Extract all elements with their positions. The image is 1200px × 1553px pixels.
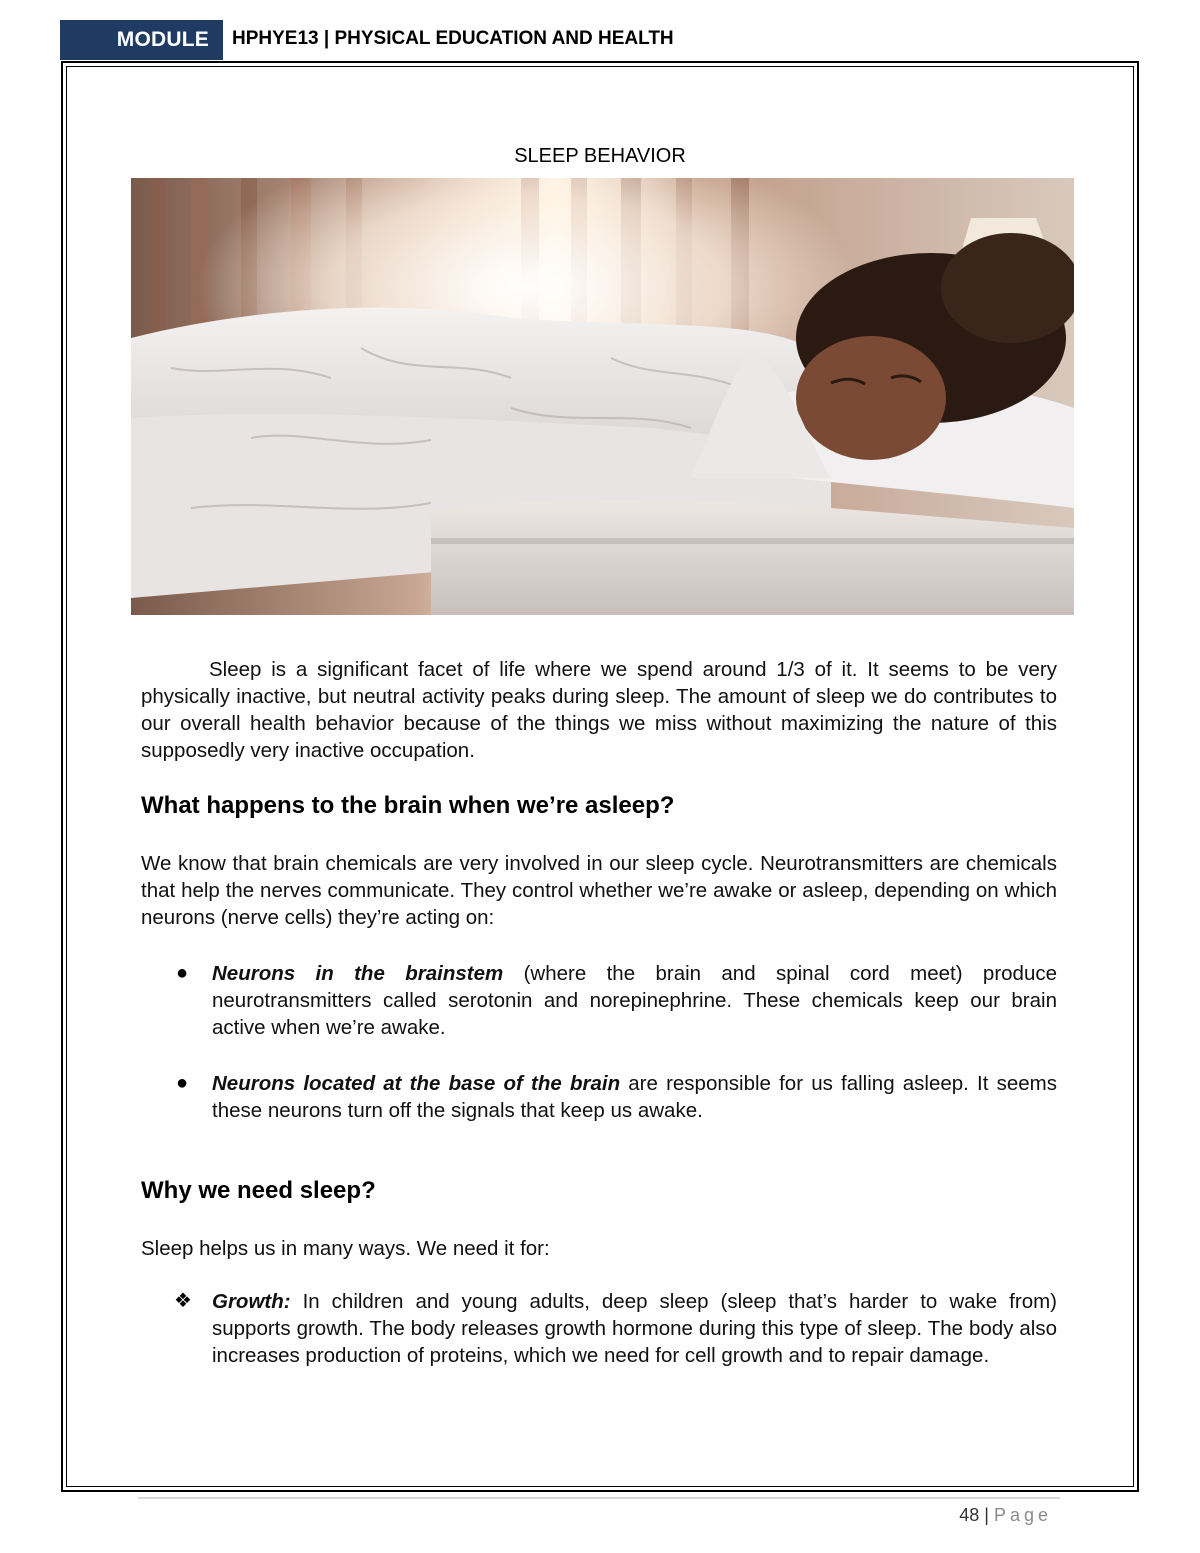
page-label: Page (993, 1505, 1052, 1525)
diamond-bullet-icon: ❖ (174, 1290, 192, 1312)
section-paragraph-brain: We know that brain chemicals are very involved in our sleep cycle. Neurotransmitters are chemicals that help the nerves communicate. They control whether we’re awake or asleep, depending on which neurons (nerve cells) they’re acting on: (141, 852, 1057, 929)
bullet-lead: Growth: (212, 1290, 291, 1313)
disc-bullet-icon: ● (176, 1072, 189, 1094)
disc-bullet-icon: ● (176, 962, 189, 984)
page-header (60, 20, 1140, 60)
bullet-text: In children and young adults, deep sleep (sleep that’s harder to wake from) supports growth. The body releases growth hormone during this type of sleep. The body also increases production of proteins, which we need for cell growth and to repair damage. (212, 1290, 1057, 1367)
page-number (959, 1505, 1052, 1526)
intro-paragraph (141, 656, 1057, 764)
section-paragraph-why-sleep: Sleep helps us in many ways. We need it for: (141, 1237, 550, 1260)
bullet-item-growth (212, 1288, 1057, 1369)
intro-text: Sleep is a significant facet of life where we spend around 1/3 of it. It seems to be very physically inactive, but neutral activity peaks during sleep. The amount of sleep we do contributes to our overall health behavior because of the things we miss without maximizing the nature of this supposedly very inactive occupation. (141, 658, 1057, 762)
bullet-item-brainstem (212, 960, 1057, 1041)
bullet-text: are responsible for us falling asleep. It seems these neurons turn off the signals that keep us awake. (212, 1072, 1057, 1122)
document-title: SLEEP BEHAVIOR (514, 145, 686, 167)
bullet-item-base-of-brain (212, 1070, 1057, 1124)
module-tab: MODULE (60, 20, 223, 60)
bullet-lead: Neurons located at the base of the brain (212, 1072, 621, 1095)
bullet-lead: Neurons in the brainstem (212, 962, 504, 985)
page-number-separator: | (979, 1505, 994, 1525)
footer-divider (138, 1497, 1060, 1499)
page-number-value: 48 (959, 1505, 980, 1525)
bullet-text: (where the brain and spinal cord meet) produce neurotransmitters called serotonin and norepinephrine. These chemicals keep our brain active when we’re awake. (212, 962, 1058, 1039)
sleeping-woman-photo (131, 178, 1074, 615)
section-heading-why-sleep: Why we need sleep? (141, 1177, 376, 1204)
section-heading-brain: What happens to the brain when we’re asleep? (141, 792, 675, 819)
course-title: HPHYE13 | PHYSICAL EDUCATION AND HEALTH (232, 28, 674, 49)
